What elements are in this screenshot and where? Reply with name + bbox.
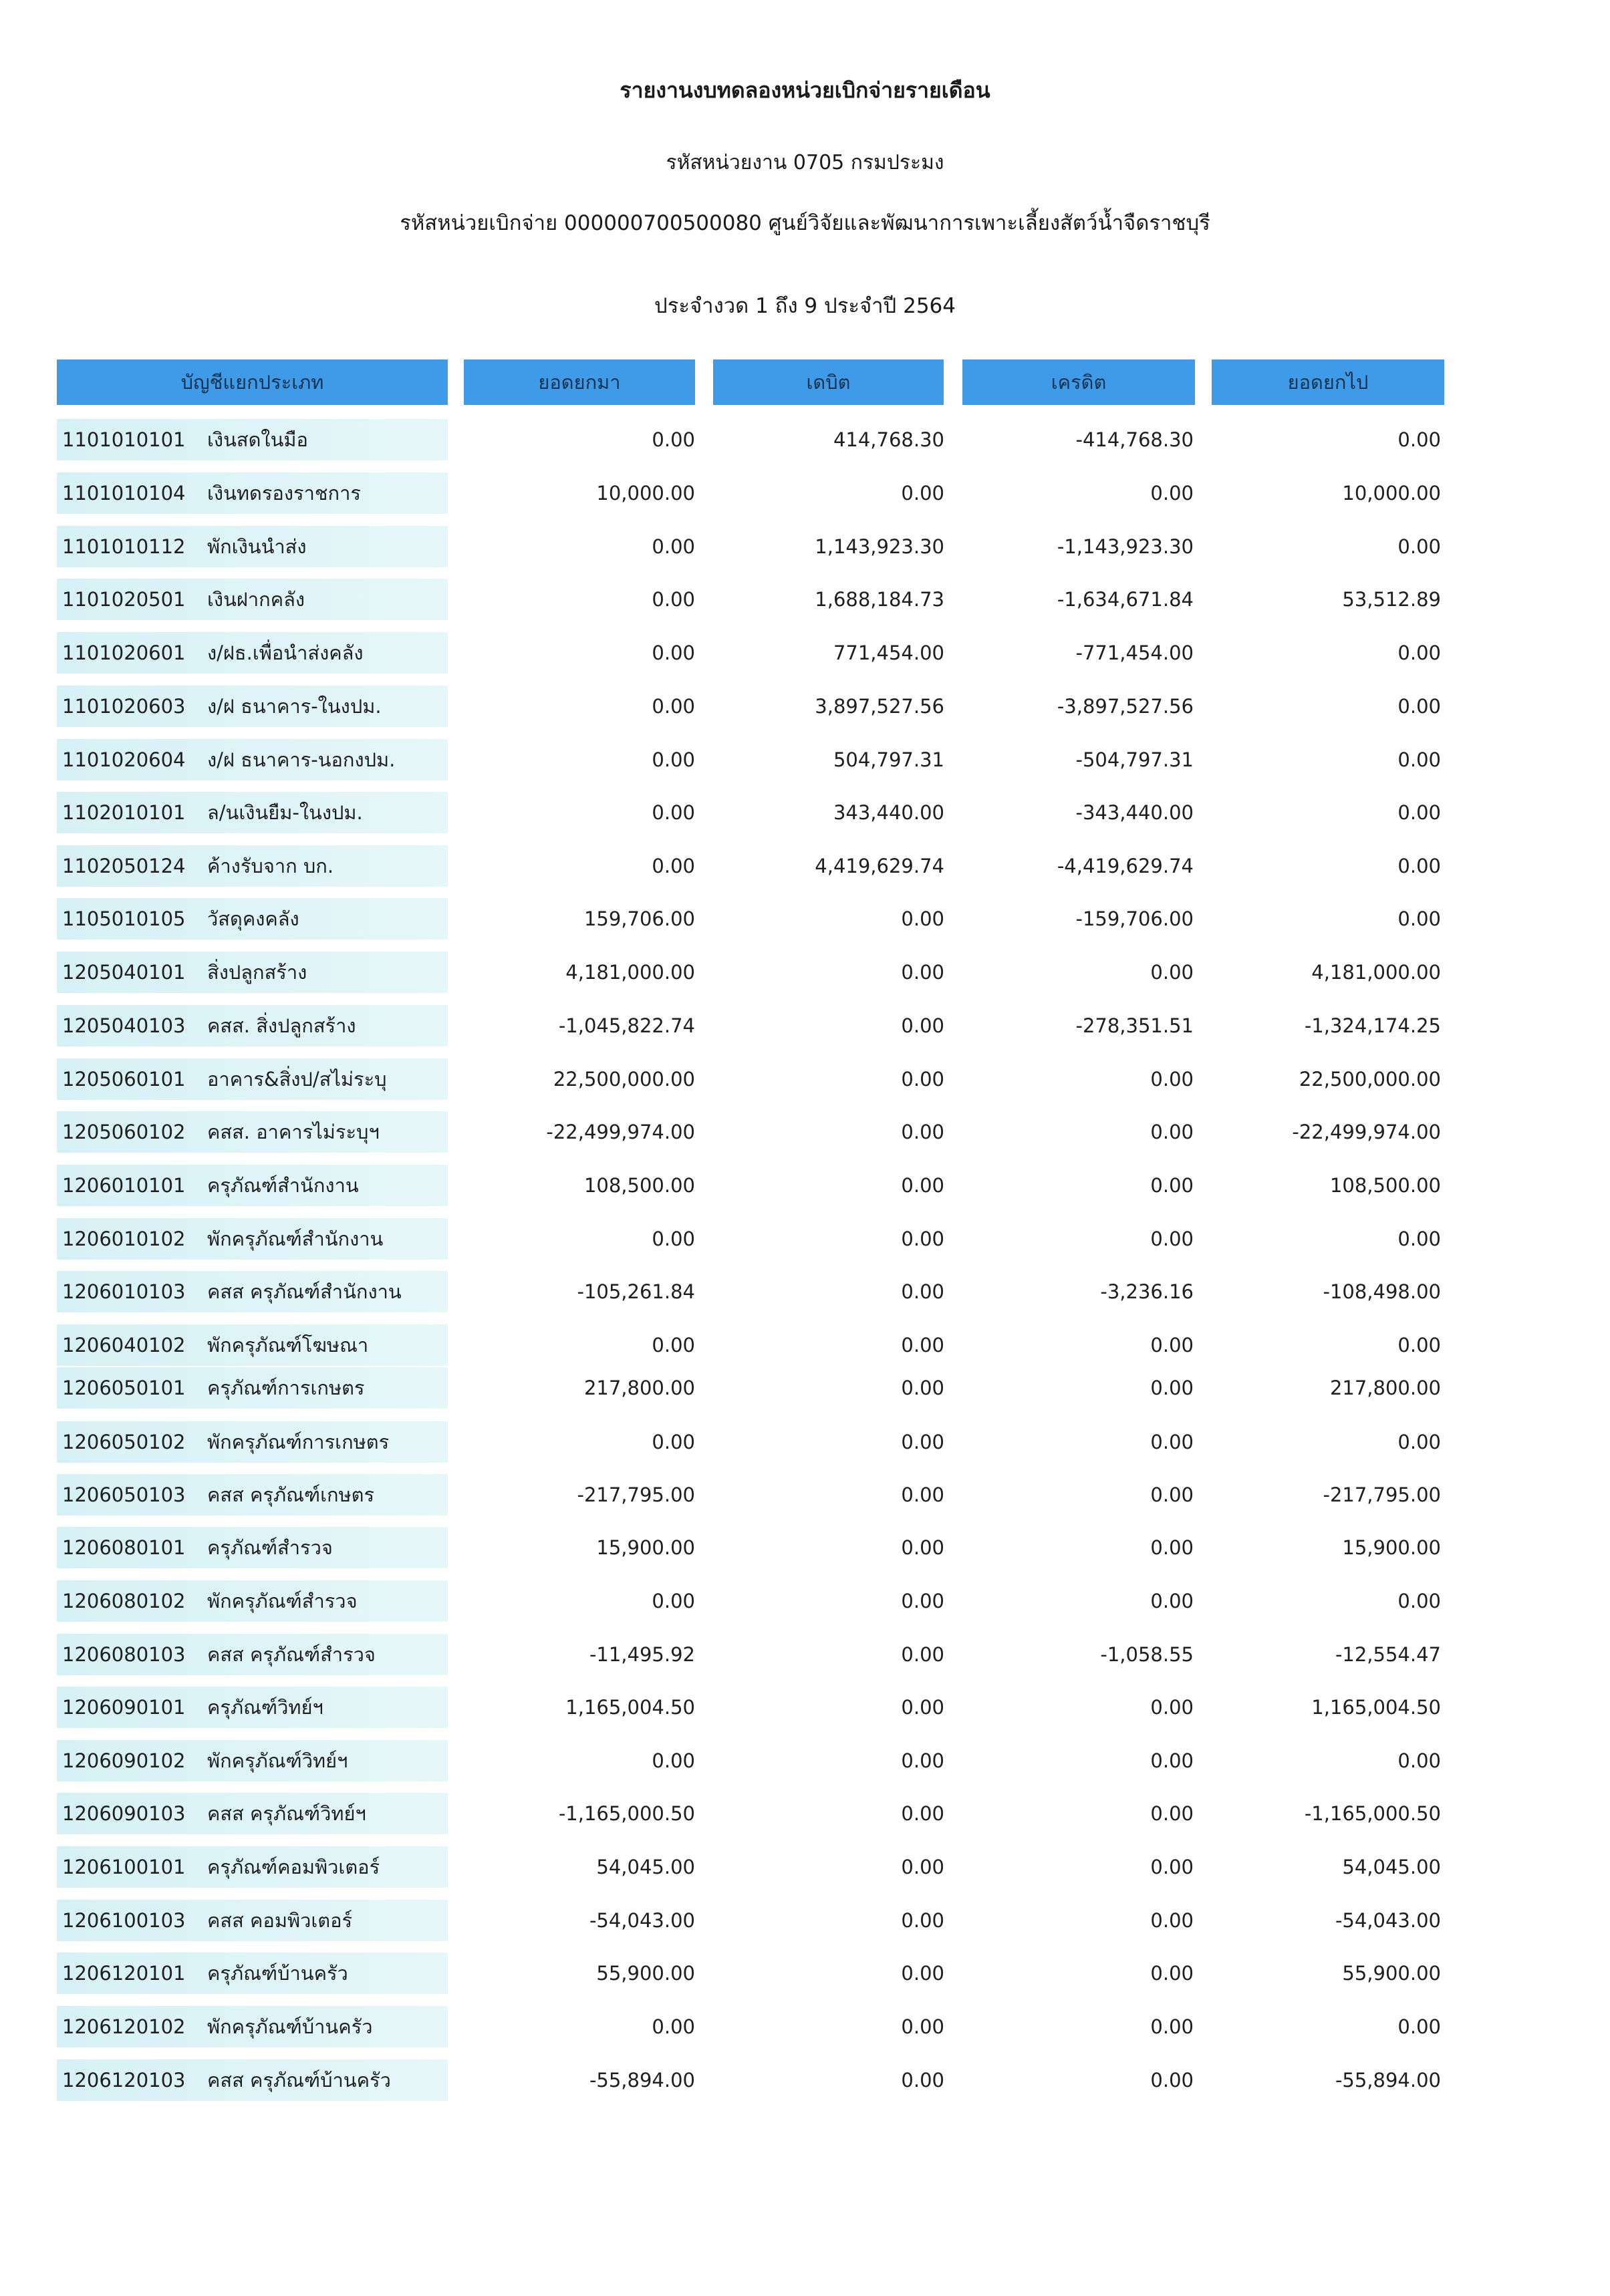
credit-value: -1,634,671.84 [1057, 588, 1194, 611]
debit-value: 0.00 [901, 1909, 944, 1932]
carried-forward-value: -22,499,974.00 [1292, 1121, 1441, 1143]
table-row [0, 1740, 1610, 1781]
debit-value: 0.00 [901, 1802, 944, 1825]
carried-forward-value: 22,500,000.00 [1299, 1068, 1441, 1091]
account-cell [57, 1271, 448, 1312]
account-name: เงินทดรองราชการ [207, 482, 361, 505]
account-name: พักครุภัณฑ์โฆษณา [207, 1334, 369, 1356]
header-brought-forward: ยอดยกมา [464, 360, 695, 405]
debit-value: 0.00 [901, 1431, 944, 1453]
account-cell [57, 1900, 448, 1941]
credit-value: -1,143,923.30 [1057, 535, 1194, 558]
brought-forward-value: 0.00 [652, 801, 695, 824]
table-row [0, 1900, 1610, 1941]
account-code: 1206050101 [62, 1377, 186, 1399]
account-code: 1206090103 [62, 1802, 186, 1825]
account-cell [57, 792, 448, 833]
carried-forward-value: 0.00 [1397, 535, 1441, 558]
header-debit: เดบิต [713, 360, 944, 405]
brought-forward-value: -105,261.84 [577, 1280, 695, 1303]
carried-forward-value: -12,554.47 [1335, 1643, 1441, 1666]
carried-forward-value: 0.00 [1397, 2015, 1441, 2038]
account-cell [57, 1527, 448, 1568]
account-code: 1206090102 [62, 1749, 186, 1772]
account-code: 1206010103 [62, 1280, 186, 1303]
debit-value: 0.00 [901, 1962, 944, 1985]
debit-value: 3,897,527.56 [815, 695, 944, 718]
account-cell [57, 1218, 448, 1260]
account-code: 1101020601 [62, 641, 186, 664]
account-cell [57, 1580, 448, 1622]
account-name: วัสดุคงคลัง [207, 907, 299, 930]
account-name: ค้างรับจาก บก. [207, 855, 334, 877]
carried-forward-value: 0.00 [1397, 748, 1441, 771]
account-cell [57, 632, 448, 674]
account-code: 1206120103 [62, 2069, 186, 2092]
debit-value: 0.00 [901, 1174, 944, 1197]
carried-forward-value: 0.00 [1397, 641, 1441, 664]
account-cell [57, 472, 448, 514]
carried-forward-value: -54,043.00 [1335, 1909, 1441, 1932]
debit-value: 0.00 [901, 2069, 944, 2092]
credit-value: -771,454.00 [1075, 641, 1194, 664]
table-row [0, 1271, 1610, 1312]
brought-forward-value: 159,706.00 [583, 907, 695, 930]
brought-forward-value: 108,500.00 [583, 1174, 695, 1197]
account-cell [57, 1324, 448, 1366]
carried-forward-value: 0.00 [1397, 1228, 1441, 1250]
account-cell [57, 739, 448, 780]
account-cell [57, 952, 448, 993]
account-cell [57, 1005, 448, 1046]
credit-value: 0.00 [1150, 1856, 1194, 1878]
agency-code-line: รหัสหน่วยงาน 0705 กรมประมง [666, 151, 944, 174]
account-cell [57, 2059, 448, 2101]
credit-value: -4,419,629.74 [1057, 855, 1194, 877]
account-name: คสส ครุภัณฑ์สำนักงาน [207, 1280, 402, 1303]
account-name: พักครุภัณฑ์วิทย์ฯ [207, 1749, 348, 1772]
account-cell [57, 1111, 448, 1153]
debit-value: 0.00 [901, 1334, 944, 1356]
account-name: พักครุภัณฑ์บ้านครัว [207, 2015, 373, 2038]
credit-value: -504,797.31 [1075, 748, 1194, 771]
credit-value: 0.00 [1150, 482, 1194, 505]
carried-forward-value: -108,498.00 [1323, 1280, 1441, 1303]
brought-forward-value: 0.00 [652, 535, 695, 558]
carried-forward-value: 4,181,000.00 [1311, 961, 1441, 984]
table-row [0, 1058, 1610, 1100]
brought-forward-value: 0.00 [652, 855, 695, 877]
debit-value: 0.00 [901, 961, 944, 984]
table-row [0, 1111, 1610, 1153]
debit-value: 0.00 [901, 1643, 944, 1666]
account-code: 1205040101 [62, 961, 186, 984]
account-cell [57, 1058, 448, 1100]
table-row [0, 1218, 1610, 1260]
table-row [0, 898, 1610, 940]
carried-forward-value: 53,512.89 [1342, 588, 1441, 611]
credit-value: 0.00 [1150, 961, 1194, 984]
account-code: 1206080103 [62, 1643, 186, 1666]
table-row [0, 579, 1610, 620]
account-cell [57, 1367, 448, 1409]
disbursement-unit-line: รหัสหน่วยเบิกจ่าย 000000700500080 ศูนย์วิจัยและพัฒนาการเพาะเลี้ยงสัตว์น้ำจืดราชบุรี [400, 211, 1210, 235]
credit-value: 0.00 [1150, 2069, 1194, 2092]
debit-value: 0.00 [901, 2015, 944, 2038]
carried-forward-value: 15,900.00 [1342, 1536, 1441, 1559]
table-row [0, 952, 1610, 993]
credit-value: 0.00 [1150, 1909, 1194, 1932]
credit-value: 0.00 [1150, 1228, 1194, 1250]
header-carried-forward: ยอดยกไป [1212, 360, 1444, 405]
account-name: ครุภัณฑ์การเกษตร [207, 1377, 365, 1399]
carried-forward-value: 0.00 [1397, 1431, 1441, 1453]
table-row [0, 526, 1610, 567]
credit-value: 0.00 [1150, 1483, 1194, 1506]
debit-value: 343,440.00 [833, 801, 944, 824]
table-row [0, 1793, 1610, 1834]
account-code: 1102050124 [62, 855, 186, 877]
brought-forward-value: 0.00 [652, 2015, 695, 2038]
carried-forward-value: 55,900.00 [1342, 1962, 1441, 1985]
account-code: 1205040103 [62, 1014, 186, 1037]
brought-forward-value: 0.00 [652, 695, 695, 718]
account-cell [57, 1165, 448, 1206]
credit-value: 0.00 [1150, 1802, 1194, 1825]
header-account: บัญชีแยกประเภท [57, 360, 448, 405]
brought-forward-value: -22,499,974.00 [546, 1121, 695, 1143]
debit-value: 0.00 [901, 1856, 944, 1878]
header-credit: เครดิต [962, 360, 1195, 405]
account-cell [57, 579, 448, 620]
account-cell [57, 1474, 448, 1516]
carried-forward-value: 10,000.00 [1342, 482, 1441, 505]
account-cell [57, 686, 448, 727]
debit-value: 0.00 [901, 1228, 944, 1250]
account-code: 1206120101 [62, 1962, 186, 1985]
account-name: พักครุภัณฑ์สำนักงาน [207, 1228, 384, 1250]
carried-forward-value: -1,324,174.25 [1304, 1014, 1441, 1037]
table-row [0, 2006, 1610, 2047]
account-name: ครุภัณฑ์วิทย์ฯ [207, 1696, 323, 1719]
carried-forward-value: 0.00 [1397, 1590, 1441, 1612]
account-code: 1206100101 [62, 1856, 186, 1878]
credit-value: 0.00 [1150, 1174, 1194, 1197]
table-row [0, 1580, 1610, 1622]
credit-value: -1,058.55 [1100, 1643, 1194, 1666]
debit-value: 0.00 [901, 1280, 944, 1303]
table-row [0, 472, 1610, 514]
debit-value: 0.00 [901, 1014, 944, 1037]
account-code: 1101010104 [62, 482, 186, 505]
account-name: คสส ครุภัณฑ์วิทย์ฯ [207, 1802, 366, 1825]
brought-forward-value: 54,045.00 [596, 1856, 695, 1878]
table-row [0, 419, 1610, 460]
account-name: อาคาร&สิ่งป/สไม่ระบุ [207, 1068, 387, 1091]
table-row [0, 1687, 1610, 1728]
credit-value: 0.00 [1150, 1590, 1194, 1612]
account-name: คสส. อาคารไม่ระบุฯ [207, 1121, 380, 1143]
table-row [0, 1846, 1610, 1888]
table-row [0, 1474, 1610, 1516]
account-name: พักครุภัณฑ์การเกษตร [207, 1431, 390, 1453]
carried-forward-value: 0.00 [1397, 855, 1441, 877]
credit-value: -414,768.30 [1075, 428, 1194, 451]
debit-value: 504,797.31 [833, 748, 944, 771]
brought-forward-value: -11,495.92 [589, 1643, 695, 1666]
brought-forward-value: 0.00 [652, 428, 695, 451]
carried-forward-value: 0.00 [1397, 907, 1441, 930]
debit-value: 0.00 [901, 1749, 944, 1772]
account-name: ง/ฝ ธนาคาร-ในงปม. [207, 695, 382, 718]
credit-value: -3,897,527.56 [1057, 695, 1194, 718]
table-row [0, 1634, 1610, 1675]
brought-forward-value: -54,043.00 [589, 1909, 695, 1932]
account-name: ครุภัณฑ์คอมพิวเตอร์ [207, 1856, 380, 1878]
table-row [0, 1953, 1610, 1994]
account-name: เงินสดในมือ [207, 428, 308, 451]
account-cell [57, 1740, 448, 1781]
account-cell [57, 845, 448, 887]
carried-forward-value: 54,045.00 [1342, 1856, 1441, 1878]
carried-forward-value: 1,165,004.50 [1311, 1696, 1441, 1719]
debit-value: 1,688,184.73 [815, 588, 944, 611]
table-row [0, 1165, 1610, 1206]
account-name: คสส ครุภัณฑ์สำรวจ [207, 1643, 376, 1666]
account-cell [57, 1846, 448, 1888]
table-row [0, 1527, 1610, 1568]
account-name: ครุภัณฑ์บ้านครัว [207, 1962, 348, 1985]
account-name: คสส ครุภัณฑ์บ้านครัว [207, 2069, 391, 2092]
brought-forward-value: 55,900.00 [596, 1962, 695, 1985]
table-row [0, 686, 1610, 727]
credit-value: -343,440.00 [1075, 801, 1194, 824]
credit-value: 0.00 [1150, 1749, 1194, 1772]
table-row [0, 1324, 1610, 1366]
brought-forward-value: 0.00 [652, 1334, 695, 1356]
account-cell [57, 419, 448, 460]
credit-value: 0.00 [1150, 1431, 1194, 1453]
account-code: 1206100103 [62, 1909, 186, 1932]
debit-value: 0.00 [901, 1377, 944, 1399]
carried-forward-value: 0.00 [1397, 695, 1441, 718]
account-cell [57, 1634, 448, 1675]
account-code: 1105010105 [62, 907, 186, 930]
carried-forward-value: 0.00 [1397, 801, 1441, 824]
account-code: 1206080101 [62, 1536, 186, 1559]
account-code: 1206090101 [62, 1696, 186, 1719]
account-code: 1206010102 [62, 1228, 186, 1250]
table-row [0, 1421, 1610, 1463]
account-cell [57, 1953, 448, 1994]
table-row [0, 2059, 1610, 2101]
brought-forward-value: 22,500,000.00 [553, 1068, 695, 1091]
account-code: 1206040102 [62, 1334, 186, 1356]
debit-value: 0.00 [901, 1536, 944, 1559]
debit-value: 1,143,923.30 [815, 535, 944, 558]
account-name: ครุภัณฑ์สำรวจ [207, 1536, 333, 1559]
credit-value: -159,706.00 [1075, 907, 1194, 930]
debit-value: 0.00 [901, 482, 944, 505]
account-code: 1206050102 [62, 1431, 186, 1453]
brought-forward-value: 4,181,000.00 [565, 961, 695, 984]
account-code: 1206010101 [62, 1174, 186, 1197]
debit-value: 0.00 [901, 1696, 944, 1719]
credit-value: 0.00 [1150, 2015, 1194, 2038]
account-code: 1102010101 [62, 801, 186, 824]
table-row [0, 792, 1610, 833]
account-code: 1101010101 [62, 428, 186, 451]
carried-forward-value: 108,500.00 [1329, 1174, 1441, 1197]
credit-value: 0.00 [1150, 1962, 1194, 1985]
table-row [0, 1005, 1610, 1046]
brought-forward-value: 10,000.00 [596, 482, 695, 505]
account-name: คสส. สิ่งปลูกสร้าง [207, 1014, 356, 1037]
brought-forward-value: 0.00 [652, 1749, 695, 1772]
credit-value: 0.00 [1150, 1377, 1194, 1399]
account-name: คสส คอมพิวเตอร์ [207, 1909, 353, 1932]
account-name: ครุภัณฑ์สำนักงาน [207, 1174, 359, 1197]
account-name: ง/ฝ ธนาคาร-นอกงปม. [207, 748, 396, 771]
brought-forward-value: 1,165,004.50 [565, 1696, 695, 1719]
account-code: 1101010112 [62, 535, 186, 558]
debit-value: 0.00 [901, 1121, 944, 1143]
brought-forward-value: 0.00 [652, 1590, 695, 1612]
period-line: ประจำงวด 1 ถึง 9 ประจำปี 2564 [654, 294, 956, 318]
carried-forward-value: -217,795.00 [1323, 1483, 1441, 1506]
report-title: รายงานงบทดลองหน่วยเบิกจ่ายรายเดือน [620, 78, 990, 103]
account-name: สิ่งปลูกสร้าง [207, 961, 307, 984]
credit-value: 0.00 [1150, 1536, 1194, 1559]
carried-forward-value: 0.00 [1397, 428, 1441, 451]
account-name: พักครุภัณฑ์สำรวจ [207, 1590, 358, 1612]
brought-forward-value: -217,795.00 [577, 1483, 695, 1506]
brought-forward-value: 0.00 [652, 748, 695, 771]
brought-forward-value: 217,800.00 [583, 1377, 695, 1399]
brought-forward-value: 0.00 [652, 1431, 695, 1453]
account-cell [57, 1687, 448, 1728]
account-cell [57, 898, 448, 940]
account-code: 1205060102 [62, 1121, 186, 1143]
account-code: 1206050103 [62, 1483, 186, 1506]
account-name: ล/นเงินยืม-ในงปม. [207, 801, 363, 824]
debit-value: 414,768.30 [833, 428, 944, 451]
credit-value: -278,351.51 [1075, 1014, 1194, 1037]
account-cell [57, 1421, 448, 1463]
credit-value: -3,236.16 [1100, 1280, 1194, 1303]
account-code: 1101020501 [62, 588, 186, 611]
table-row [0, 632, 1610, 674]
debit-value: 4,419,629.74 [815, 855, 944, 877]
carried-forward-value: -55,894.00 [1335, 2069, 1441, 2092]
account-name: ง/ฝธ.เพื่อนำส่งคลัง [207, 641, 364, 664]
account-cell [57, 2006, 448, 2047]
brought-forward-value: 0.00 [652, 641, 695, 664]
table-row [0, 845, 1610, 887]
carried-forward-value: 217,800.00 [1329, 1377, 1441, 1399]
account-cell [57, 526, 448, 567]
brought-forward-value: 0.00 [652, 1228, 695, 1250]
carried-forward-value: 0.00 [1397, 1749, 1441, 1772]
credit-value: 0.00 [1150, 1068, 1194, 1091]
credit-value: 0.00 [1150, 1696, 1194, 1719]
account-name: พักเงินนำส่ง [207, 535, 307, 558]
carried-forward-value: 0.00 [1397, 1334, 1441, 1356]
credit-value: 0.00 [1150, 1334, 1194, 1356]
account-cell [57, 1793, 448, 1834]
account-code: 1206080102 [62, 1590, 186, 1612]
credit-value: 0.00 [1150, 1121, 1194, 1143]
brought-forward-value: 0.00 [652, 588, 695, 611]
debit-value: 0.00 [901, 1590, 944, 1612]
debit-value: 0.00 [901, 1068, 944, 1091]
debit-value: 0.00 [901, 907, 944, 930]
brought-forward-value: 15,900.00 [596, 1536, 695, 1559]
table-row [0, 1367, 1610, 1409]
account-code: 1101020603 [62, 695, 186, 718]
debit-value: 0.00 [901, 1483, 944, 1506]
account-code: 1205060101 [62, 1068, 186, 1091]
account-code: 1206120102 [62, 2015, 186, 2038]
account-name: คสส ครุภัณฑ์เกษตร [207, 1483, 375, 1506]
debit-value: 771,454.00 [833, 641, 944, 664]
table-row [0, 739, 1610, 780]
carried-forward-value: -1,165,000.50 [1304, 1802, 1441, 1825]
brought-forward-value: -1,165,000.50 [558, 1802, 695, 1825]
brought-forward-value: -55,894.00 [589, 2069, 695, 2092]
account-name: เงินฝากคลัง [207, 588, 305, 611]
account-code: 1101020604 [62, 748, 186, 771]
brought-forward-value: -1,045,822.74 [558, 1014, 695, 1037]
